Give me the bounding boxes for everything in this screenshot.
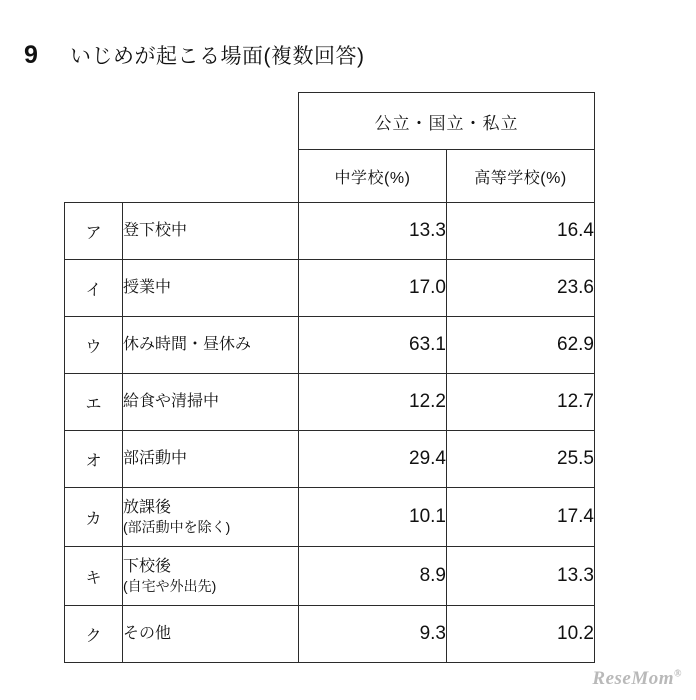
table-row: [65, 203, 595, 260]
row-label-sub: (部活動中を除く): [123, 519, 231, 536]
watermark-registered-mark: ®: [674, 668, 682, 680]
row-value-junior-high: 13.3: [299, 203, 447, 260]
header-blank-mark: [65, 93, 123, 150]
row-label: [123, 488, 299, 547]
row-label: 部活動中: [123, 431, 299, 488]
row-value-high-school: 17.4: [447, 488, 595, 547]
row-value-junior-high: 9.3: [299, 606, 447, 663]
row-mark: イ: [65, 260, 123, 317]
table-row: [65, 547, 595, 606]
survey-table-container: [64, 92, 595, 663]
table-row: [65, 606, 595, 663]
column-header-high-school: 高等学校(%): [447, 150, 595, 203]
table-row: [65, 488, 595, 547]
table-row: [65, 260, 595, 317]
table-row: [65, 317, 595, 374]
row-value-high-school: 16.4: [447, 203, 595, 260]
watermark: [592, 668, 682, 690]
row-label-main: 下校後: [123, 557, 172, 575]
row-mark: オ: [65, 431, 123, 488]
row-value-high-school: 12.7: [447, 374, 595, 431]
row-value-junior-high: 12.2: [299, 374, 447, 431]
row-label-main: 放課後: [123, 498, 172, 516]
row-value-high-school: 62.9: [447, 317, 595, 374]
page-title: [24, 40, 365, 70]
subheader-blank-mark: [65, 150, 123, 203]
title-number: 9: [24, 41, 38, 69]
row-label: 給食や清掃中: [123, 374, 299, 431]
row-value-junior-high: 63.1: [299, 317, 447, 374]
row-mark: エ: [65, 374, 123, 431]
subheader-blank-label: [123, 150, 299, 203]
row-value-junior-high: 17.0: [299, 260, 447, 317]
row-label: 授業中: [123, 260, 299, 317]
row-value-junior-high: 10.1: [299, 488, 447, 547]
row-label-sub: (自宅や外出先): [123, 578, 217, 595]
row-mark: カ: [65, 488, 123, 547]
survey-table: [64, 92, 595, 663]
row-label: [123, 547, 299, 606]
header-blank-label: [123, 93, 299, 150]
row-mark: キ: [65, 547, 123, 606]
row-label: 休み時間・昼休み: [123, 317, 299, 374]
row-mark: ク: [65, 606, 123, 663]
row-value-high-school: 25.5: [447, 431, 595, 488]
table-row: [65, 374, 595, 431]
row-value-junior-high: 29.4: [299, 431, 447, 488]
column-header-junior-high: 中学校(%): [299, 150, 447, 203]
column-group-header: 公立・国立・私立: [299, 93, 595, 150]
title-text: いじめが起こる場面(複数回答): [70, 45, 365, 68]
row-value-junior-high: 8.9: [299, 547, 447, 606]
row-mark: ウ: [65, 317, 123, 374]
table-header-group-row: [65, 93, 595, 150]
row-mark: ア: [65, 203, 123, 260]
row-value-high-school: 23.6: [447, 260, 595, 317]
table-row: [65, 431, 595, 488]
table-header-sub-row: [65, 150, 595, 203]
watermark-text: ReseMom: [592, 668, 675, 689]
row-value-high-school: 10.2: [447, 606, 595, 663]
row-label: 登下校中: [123, 203, 299, 260]
row-label: その他: [123, 606, 299, 663]
row-value-high-school: 13.3: [447, 547, 595, 606]
